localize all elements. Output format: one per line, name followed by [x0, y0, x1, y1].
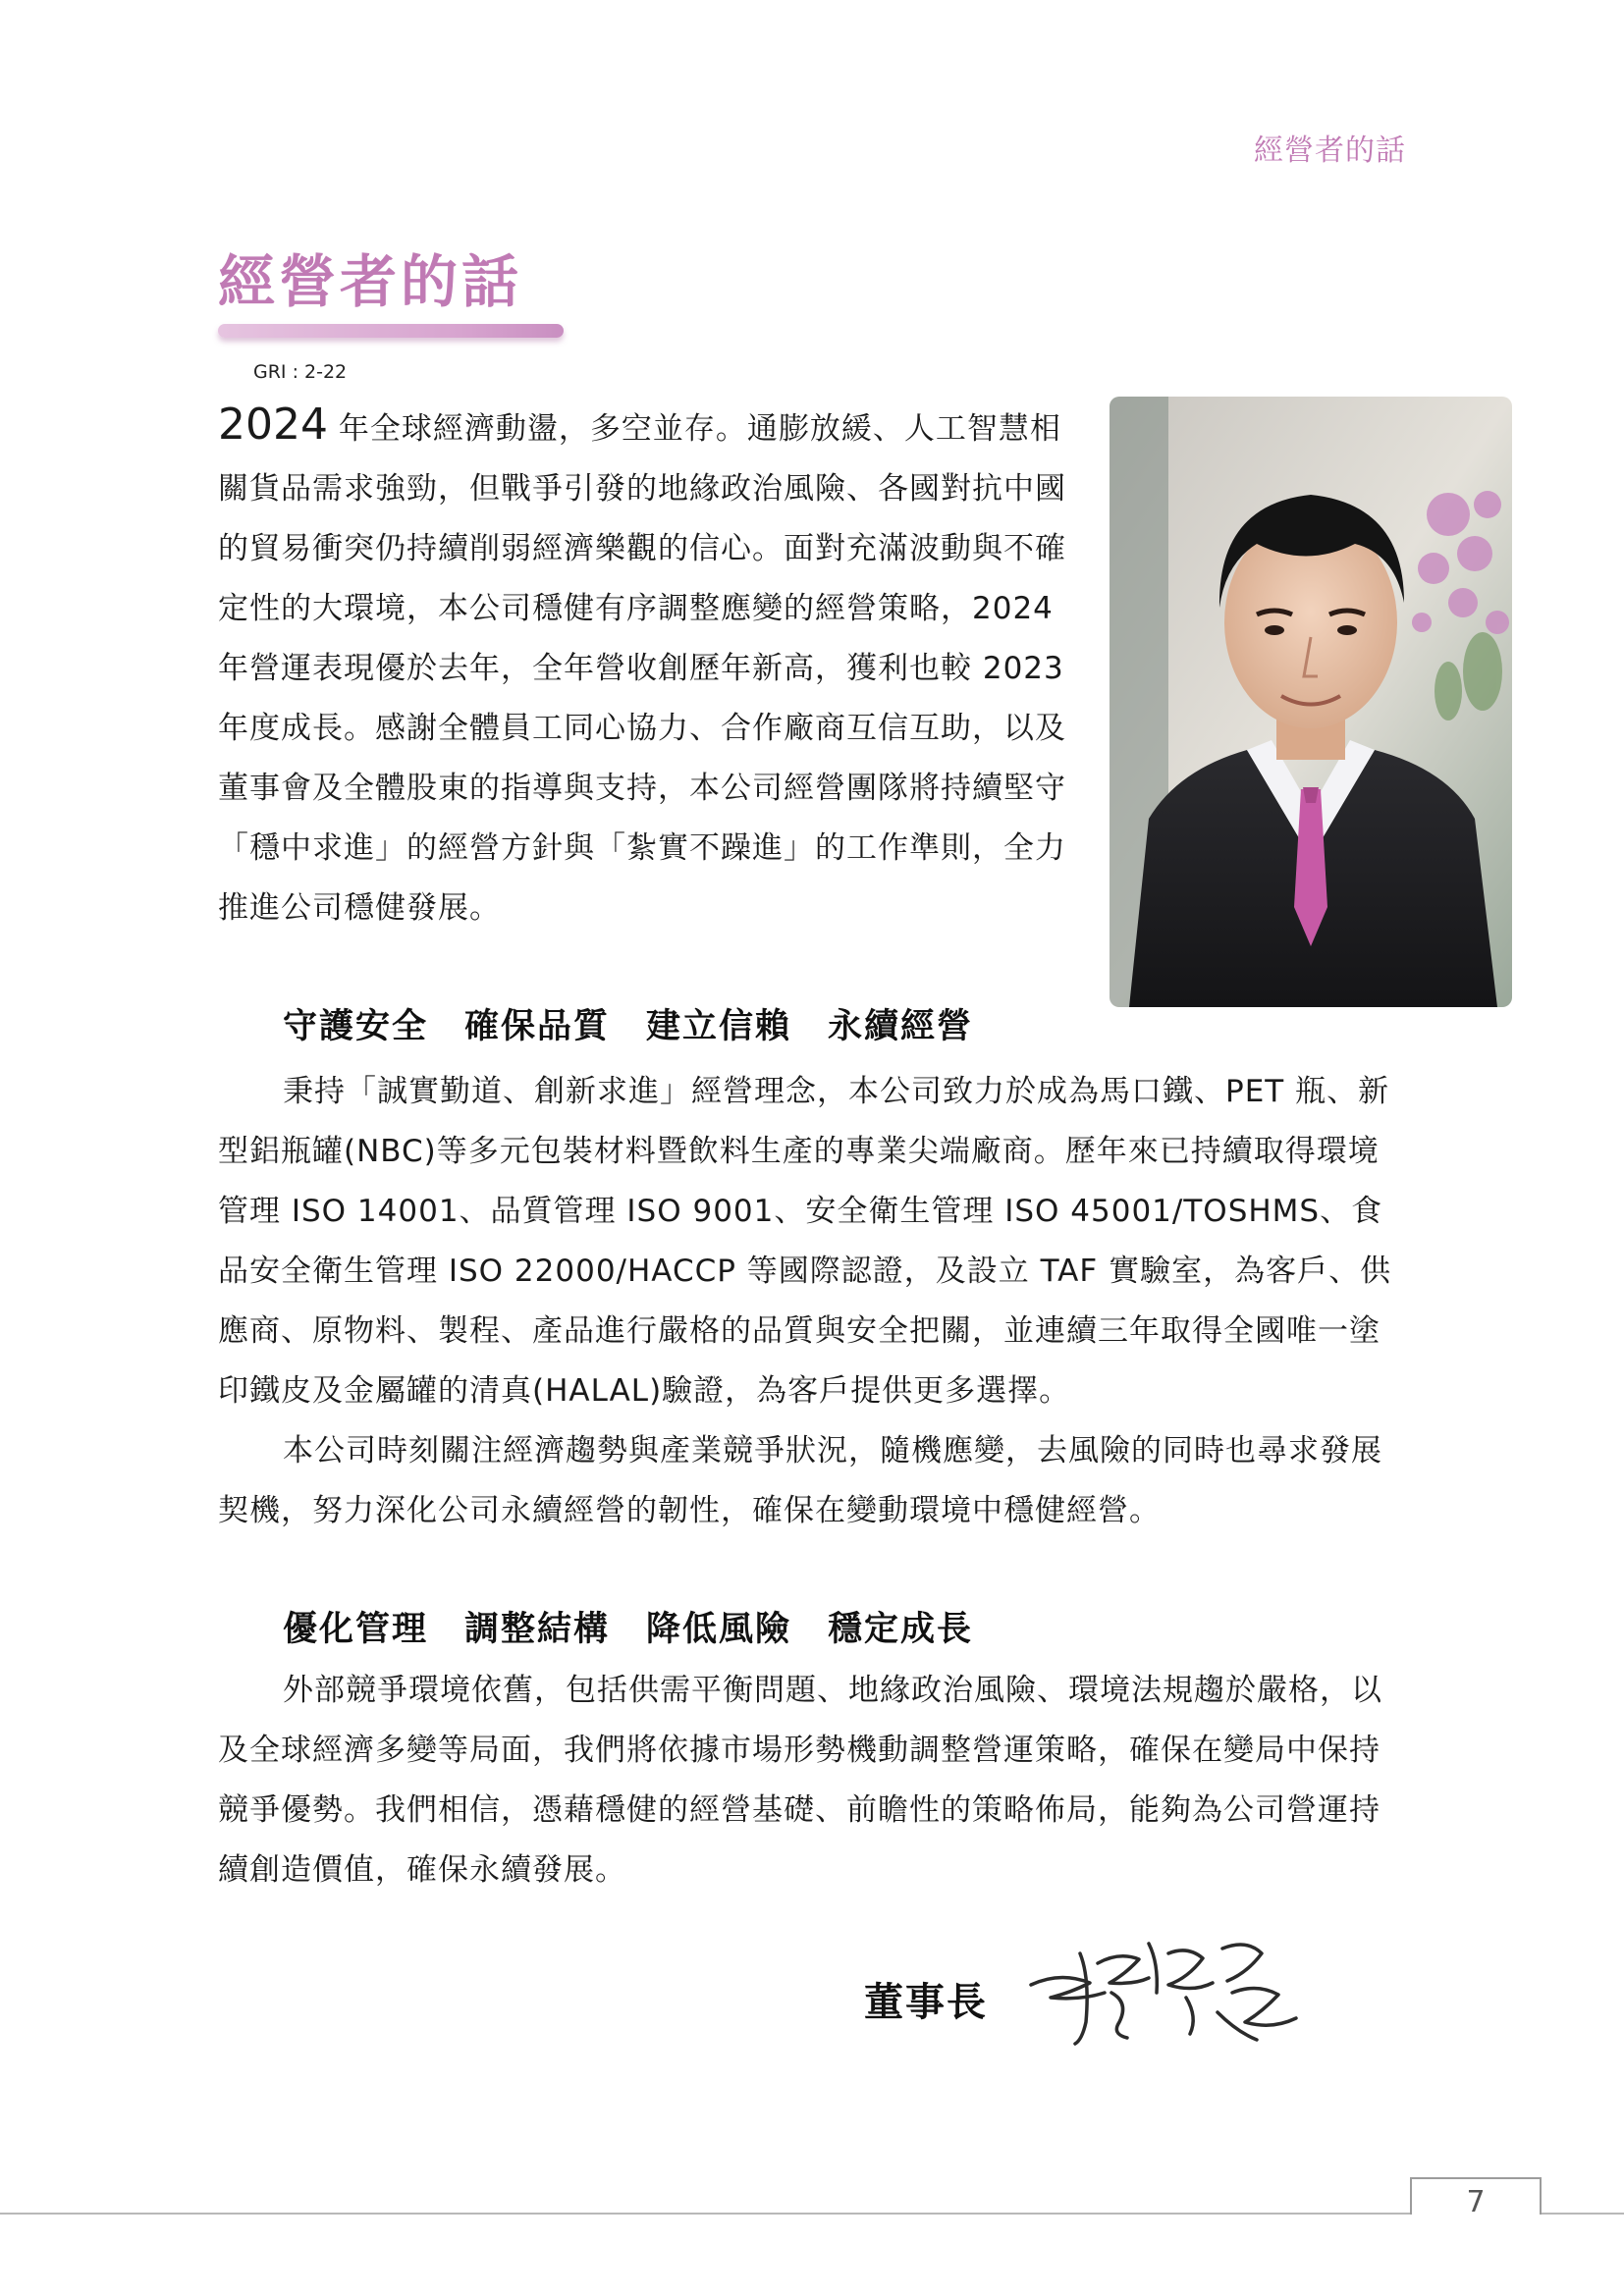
- chairman-portrait: [1110, 397, 1512, 1007]
- chairman-title: 董事長: [864, 1980, 988, 2025]
- section-heading-2: 優化管理 調整結構 降低風險 穩定成長: [283, 1610, 974, 1649]
- intro-paragraph: [218, 395, 1082, 938]
- intro-year: 2024: [218, 400, 328, 450]
- gri-reference: GRI : 2-22: [253, 361, 348, 383]
- section-1-paragraph-2: 本公司時刻關注經濟趨勢與產業競爭狀況，隨機應變，去風險的同時也尋求發展契機，努力深化公司永續經營的韌性，確保在變動環境中穩健經營。: [218, 1433, 1382, 1528]
- chairman-signature: [1021, 1924, 1306, 2056]
- footer-rule: [0, 2213, 1624, 2215]
- section-2-paragraph-1: 外部競爭環境依舊，包括供需平衡問題、地緣政治風險、環境法規趨於嚴格，以及全球經濟多變等局面，我們將依據市場形勢機動調整營運策略，確保在變局中保持競爭優勢。我們相信，憑藉穩健的經營基礎、前瞻性的策略佈局，能夠為公司營運持續創造價值，確保永續發展。: [218, 1673, 1382, 1888]
- section-1-paragraph-1: 秉持「誠實勤道、創新求進」經營理念，本公司致力於成為馬口鐵、PET 瓶、新型鋁瓶罐(NBC)等多元包裝材料暨飲料生產的專業尖端廠商。歷年來已持續取得環境管理 ISO 14001、品質管理 ISO 9001、安全衛生管理 ISO 45001/TOSHMS、食品安全衛生管理 ISO 22000/HACCP 等國際認證，及設立 TAF 實驗室，為客戶、供應商、原物料、製程、產品進行嚴格的品質與安全把關，並連續三年取得全國唯一塗印鐵皮及金屬罐的清真(HALAL)驗證，為客戶提供更多選擇。: [218, 1074, 1392, 1409]
- title-underline: [218, 324, 564, 338]
- page-title: 經營者的話: [218, 248, 523, 315]
- running-header: 經營者的話: [1254, 133, 1406, 168]
- section-heading-1: 守護安全 確保品質 建立信賴 永續經營: [283, 1007, 974, 1046]
- page-number: 7: [1466, 2185, 1486, 2219]
- intro-text: 年全球經濟動盪，多空並存。通膨放緩、人工智慧相關貨品需求強勁，但戰爭引發的地緣政治風險、各國對抗中國的貿易衝突仍持續削弱經濟樂觀的信心。面對充滿波動與不確定性的大環境，本公司穩健有序調整應變的經營策略，2024 年營運表現優於去年，全年營收創歷年新高，獲利也較 2023 年度成長。感謝全體員工同心協力、合作廠商互信互助，以及董事會及全體股東的指導與支持，本公司經營團隊將持續堅守「穩中求進」的經營方針與「紮實不躁進」的工作準則，全力推進公司穩健發展。: [218, 411, 1066, 926]
